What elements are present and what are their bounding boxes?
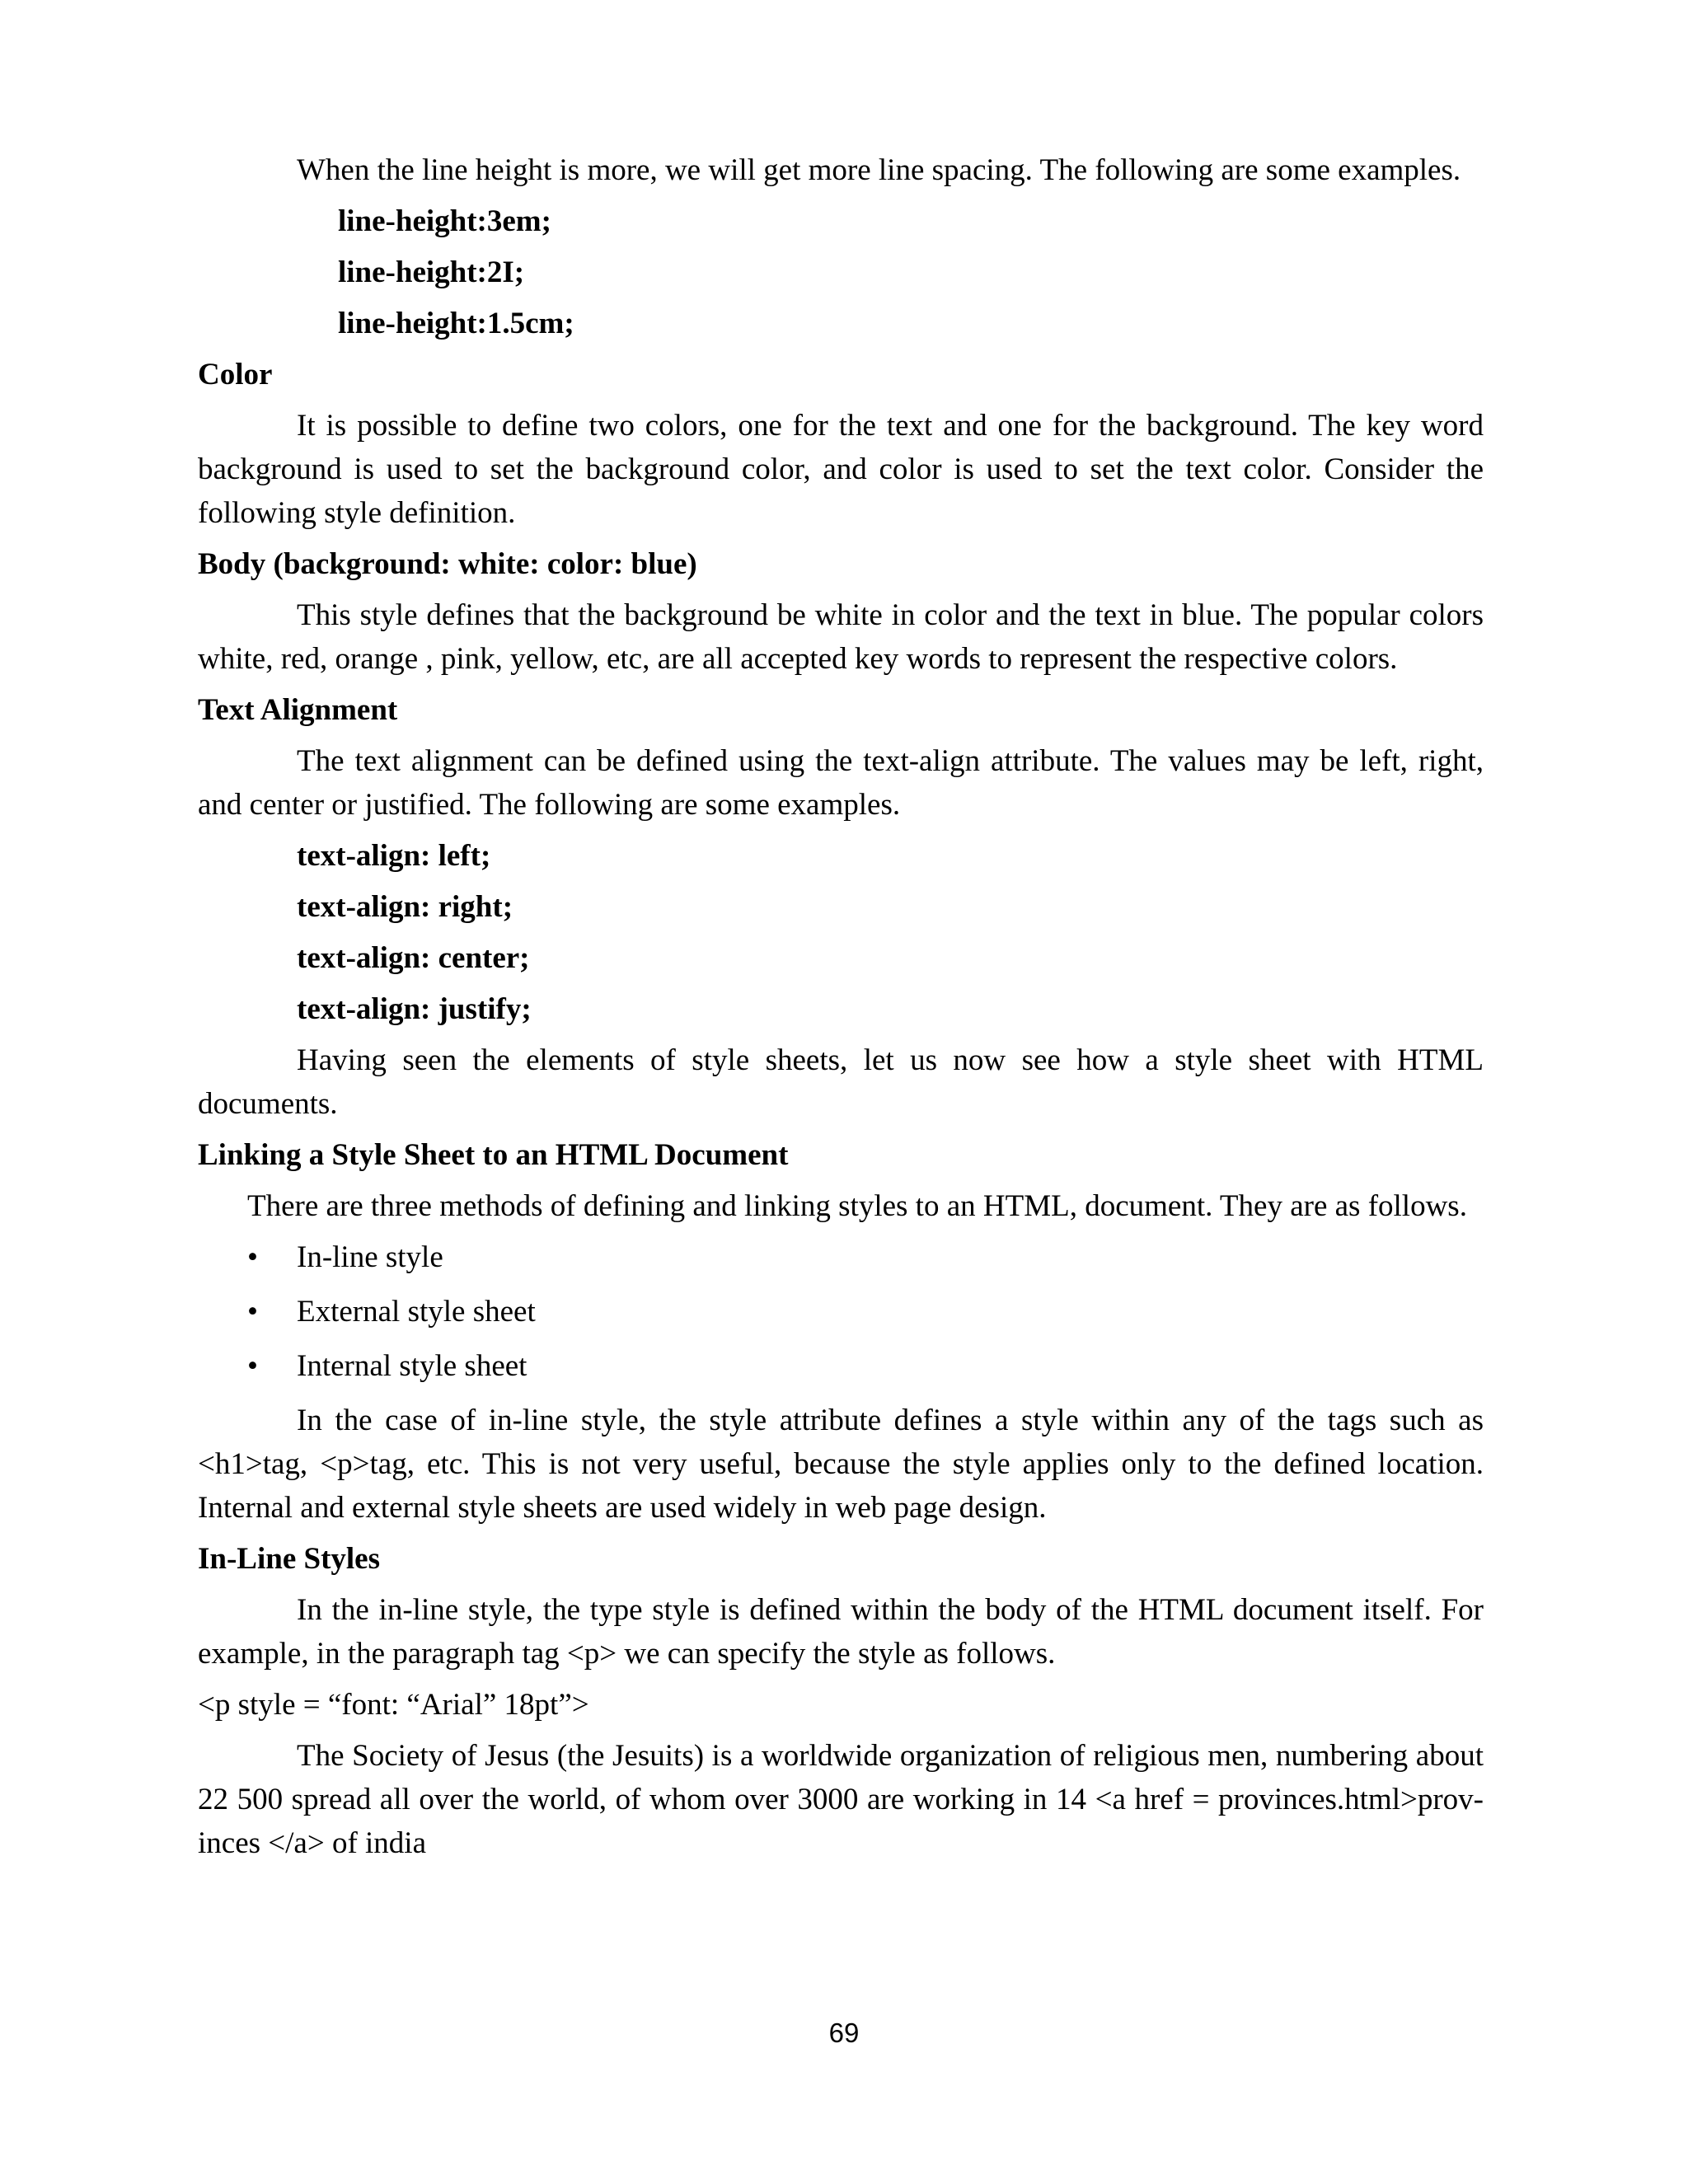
document-page <box>198 148 1484 1872</box>
line-height-example-3: line-height:1.5cm; <box>338 307 574 340</box>
text-align-example-3: text-align: center; <box>297 941 530 975</box>
line-height-example-1: line-height:3em; <box>338 204 551 238</box>
text-alignment-heading: Text Alignment <box>198 693 398 727</box>
linking-heading: Linking a Style Sheet to an HTML Document <box>198 1138 789 1172</box>
text-align-example-4: text-align: justify; <box>297 992 532 1026</box>
list-item-label: External style sheet <box>297 1295 536 1329</box>
bullet-icon: • <box>247 1240 258 1274</box>
linking-paragraph-2: In the case of in-line style, the style attribute defines a style within any of the tags such as <h1>tag, <p>tag, etc. This is not very useful, because the style applies only to the defined location. Internal and external style sheets are used widely in web page design. <box>198 1404 1484 1525</box>
linking-methods-list <box>198 1235 1484 1388</box>
color-paragraph-2: This style defines that the background be white in color and the text in blue. The popular colors white, red, orange , pink, yellow, etc, are all accepted key words to represent the respective colors. <box>198 598 1484 676</box>
page-number: 69 <box>828 2018 860 2048</box>
color-paragraph: It is possible to define two colors, one for the text and one for the background. The key word background is used to set the background color, and color is used to set the text color. Consider the following style definition. <box>198 409 1484 530</box>
list-item <box>198 1290 1484 1333</box>
bullet-icon: • <box>247 1295 258 1329</box>
list-item <box>198 1235 1484 1279</box>
bullet-icon: • <box>247 1349 258 1383</box>
text-alignment-paragraph: The text alignment can be defined using the text-align attribute. The values may be left, right, and center or justified. The following are some examples. <box>198 744 1484 822</box>
text-align-example-2: text-align: right; <box>297 890 513 924</box>
list-item-label: In-line style <box>297 1240 443 1274</box>
inline-style-code: <p style = “font: “Arial” 18pt”> <box>198 1688 589 1722</box>
inline-styles-paragraph-2: The Society of Jesus (the Jesuits) is a worldwide organization of religious men, numbering about 22 500 spread all over the world, of whom over 3000 are working in 14 <a href = provinces.html>prov-inces </a> of india <box>198 1739 1484 1860</box>
text-alignment-paragraph-2: Having seen the elements of style sheets, let us now see how a style sheet with HTML documents. <box>198 1043 1484 1121</box>
linking-paragraph: There are three methods of defining and linking styles to an HTML, document. They are as follows. <box>247 1189 1467 1223</box>
inline-styles-heading: In-Line Styles <box>198 1542 381 1576</box>
inline-styles-paragraph: In the in-line style, the type style is defined within the body of the HTML document itself. For example, in the paragraph tag <p> we can specify the style as follows. <box>198 1593 1484 1671</box>
text-align-example-1: text-align: left; <box>297 839 491 873</box>
intro-paragraph: When the line height is more, we will get more line spacing. The following are some examples. <box>297 153 1461 187</box>
color-heading: Color <box>198 358 273 391</box>
list-item <box>198 1344 1484 1388</box>
color-code-example: Body (background: white: color: blue) <box>198 547 697 581</box>
list-item-label: Internal style sheet <box>297 1349 528 1383</box>
line-height-example-2: line-height:2I; <box>338 255 525 289</box>
